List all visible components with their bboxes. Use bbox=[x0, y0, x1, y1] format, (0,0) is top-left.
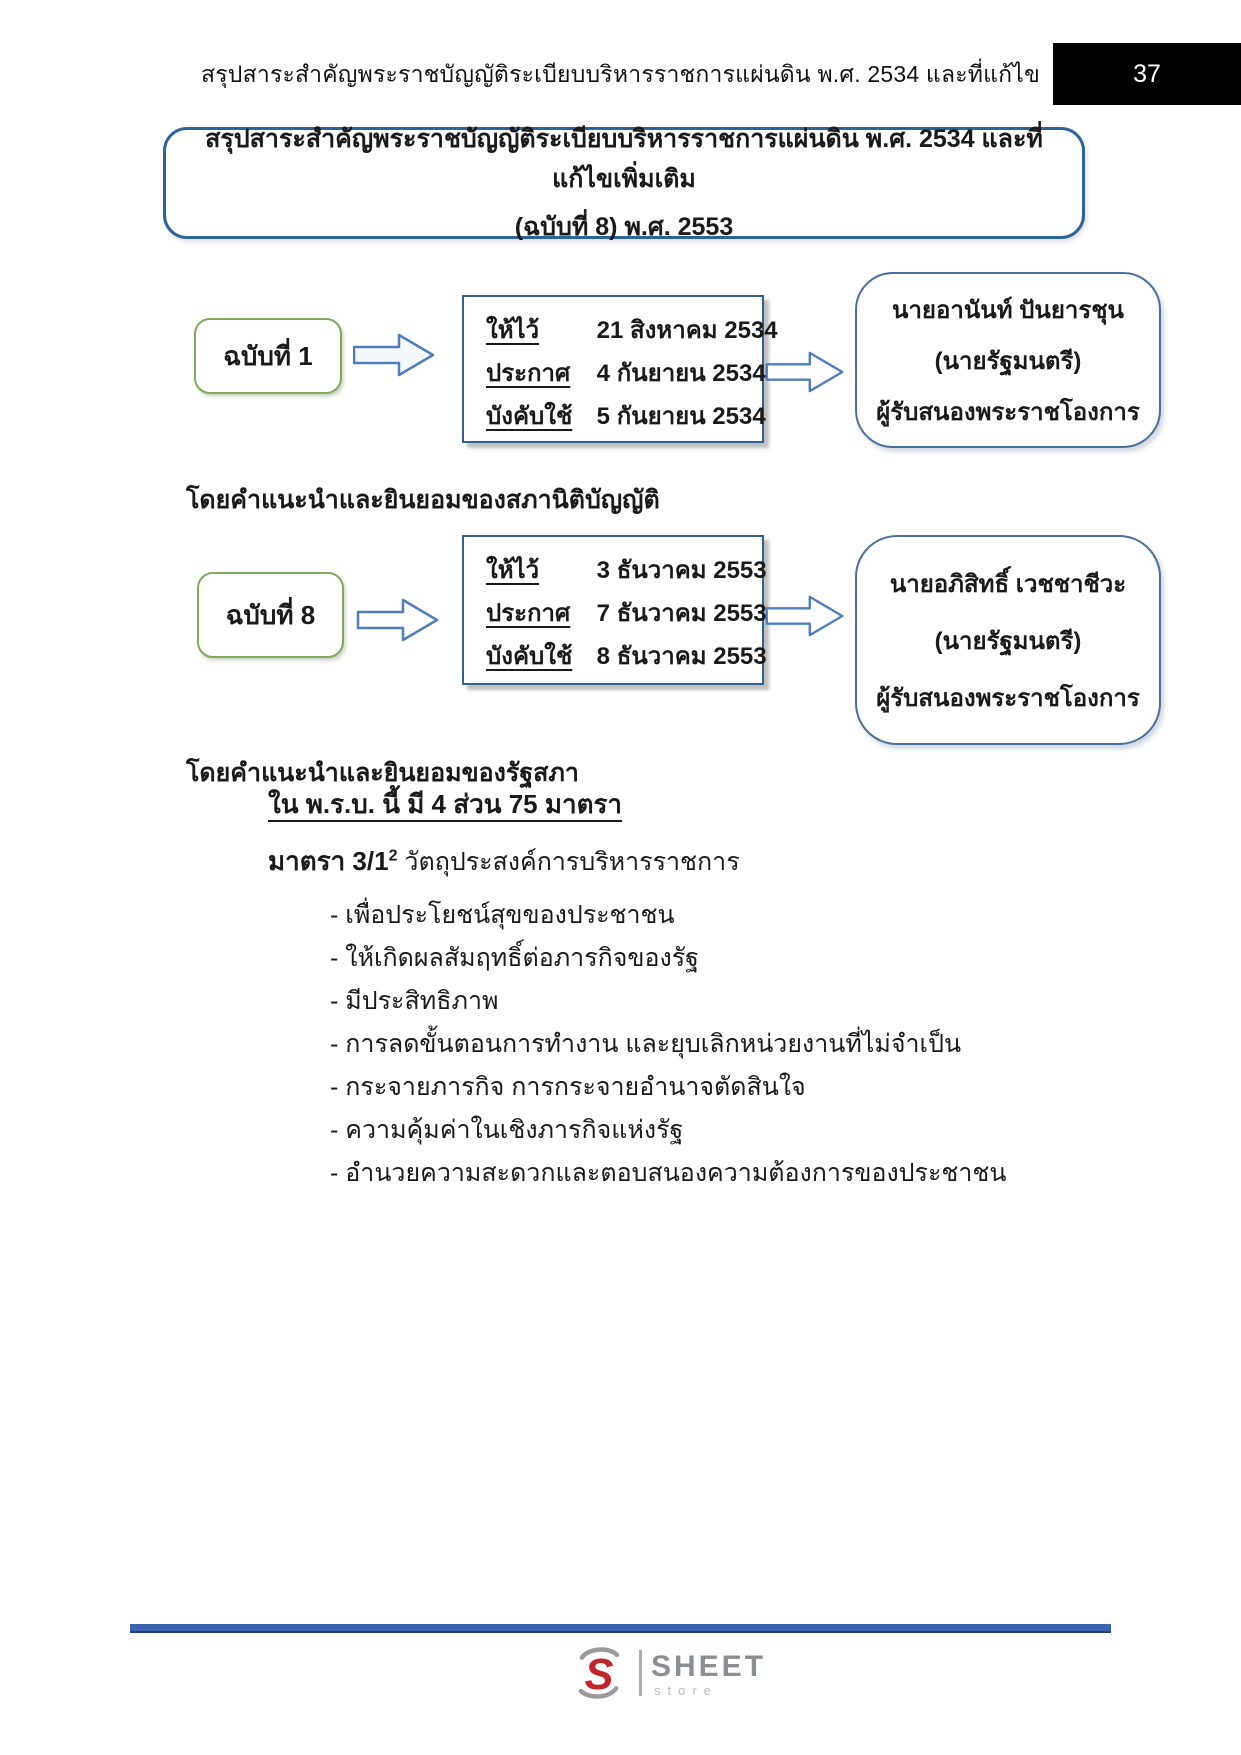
signer-title: (นายรัฐมนตรี) bbox=[934, 627, 1082, 655]
edition-8-dates-box bbox=[462, 535, 767, 685]
flow-arrow-icon bbox=[356, 597, 440, 643]
page-header-title: สรุปสาระสำคัญพระราชบัญญัติระเบียบบริหารราชการแผ่นดิน พ.ศ. 2534 และที่แก้ไข bbox=[201, 61, 1040, 87]
summary-title-box bbox=[163, 127, 1085, 239]
date-row bbox=[486, 635, 767, 678]
signer-name: นายอานันท์ ปันยารชุน bbox=[892, 296, 1124, 324]
advisory-note-1: โดยคำแนะนำและยินยอมของสภานิติบัญญัติ bbox=[186, 486, 660, 514]
act-summary-line: ใน พ.ร.บ. นี้ มี 4 ส่วน 75 มาตรา bbox=[268, 789, 623, 819]
sheet-store-logo-icon bbox=[572, 1646, 626, 1700]
date-label: ประกาศ bbox=[486, 600, 571, 627]
edition-8-label: ฉบับที่ 8 bbox=[225, 599, 316, 630]
date-label: ประกาศ bbox=[486, 360, 571, 387]
list-item: - มีประสิทธิภาพ bbox=[330, 987, 499, 1015]
edition-1-signer-box bbox=[855, 272, 1161, 448]
signer-role: ผู้รับสนองพระราชโองการ bbox=[876, 684, 1140, 712]
list-item: - กระจายภารกิจ การกระจายอำนาจตัดสินใจ bbox=[330, 1073, 806, 1101]
date-value: 7 ธันวาคม 2553 bbox=[596, 600, 767, 627]
flow-arrow-icon bbox=[353, 332, 435, 378]
logo-letter: S bbox=[584, 1651, 614, 1700]
edition-8-label-box bbox=[197, 572, 344, 658]
date-label: ให้ไว้ bbox=[486, 557, 540, 584]
date-row bbox=[486, 309, 778, 352]
section-footnote-sup: 2 bbox=[388, 847, 398, 865]
date-row bbox=[486, 395, 766, 438]
list-item: - อำนวยความสะดวกและตอบสนองความต้องการของประชาชน bbox=[330, 1159, 1007, 1187]
signer-name: นายอภิสิทธิ์ เวชชาชีวะ bbox=[889, 570, 1127, 598]
signer-role: ผู้รับสนองพระราชโองการ bbox=[876, 398, 1140, 426]
section-label: มาตรา 3/1 bbox=[268, 846, 389, 876]
logo-brand-subtext: store bbox=[654, 1683, 718, 1698]
body-text-block bbox=[268, 784, 1108, 1195]
date-value: 4 กันยายน 2534 bbox=[596, 360, 766, 387]
page-number-badge bbox=[1053, 43, 1241, 105]
logo-divider bbox=[639, 1650, 642, 1696]
date-row bbox=[486, 352, 766, 395]
footer-divider bbox=[130, 1624, 1111, 1633]
section-text: วัตถุประสงค์การบริหารราชการ bbox=[397, 848, 740, 876]
list-item: - การลดขั้นตอนการทำงาน และยุบเลิกหน่วยงานที่ไม่จำเป็น bbox=[330, 1030, 962, 1058]
flow-arrow-icon bbox=[764, 594, 846, 638]
summary-title-line2: (ฉบับที่ 8) พ.ศ. 2553 bbox=[514, 213, 734, 241]
date-label: บังคับใช้ bbox=[486, 643, 573, 670]
date-row bbox=[486, 592, 767, 635]
date-value: 8 ธันวาคม 2553 bbox=[596, 643, 767, 670]
objective-bullet-list bbox=[268, 894, 1108, 1195]
logo-brand-text: SHEET bbox=[651, 1650, 767, 1683]
signer-title: (นายรัฐมนตรี) bbox=[934, 347, 1082, 375]
section-3-1-line bbox=[268, 841, 1108, 882]
list-item: - เพื่อประโยชน์สุขของประชาชน bbox=[330, 901, 675, 929]
flow-arrow-icon bbox=[764, 350, 846, 394]
edition-1-label: ฉบับที่ 1 bbox=[223, 340, 313, 371]
edition-8-signer-box bbox=[855, 535, 1161, 745]
list-item: - ความคุ้มค่าในเชิงภารกิจแห่งรัฐ bbox=[330, 1116, 684, 1144]
summary-title-line1: สรุปสาระสำคัญพระราชบัญญัติระเบียบบริหารราชการแผ่นดิน พ.ศ. 2534 และที่แก้ไขเพิ่มเติม bbox=[205, 125, 1043, 193]
edition-1-dates-box bbox=[462, 295, 778, 443]
date-row bbox=[486, 549, 767, 592]
advisory-note-2: โดยคำแนะนำและยินยอมของรัฐสภา bbox=[186, 759, 579, 787]
date-value: 3 ธันวาคม 2553 bbox=[596, 557, 767, 584]
list-item: - ให้เกิดผลสัมฤทธิ์ต่อภารกิจของรัฐ bbox=[330, 944, 699, 972]
date-label: บังคับใช้ bbox=[486, 403, 573, 430]
date-label: ให้ไว้ bbox=[486, 317, 540, 344]
date-value: 21 สิงหาคม 2534 bbox=[596, 317, 778, 344]
page-number: 37 bbox=[1133, 59, 1161, 88]
date-value: 5 กันยายน 2534 bbox=[596, 403, 766, 430]
edition-1-label-box bbox=[194, 318, 342, 394]
